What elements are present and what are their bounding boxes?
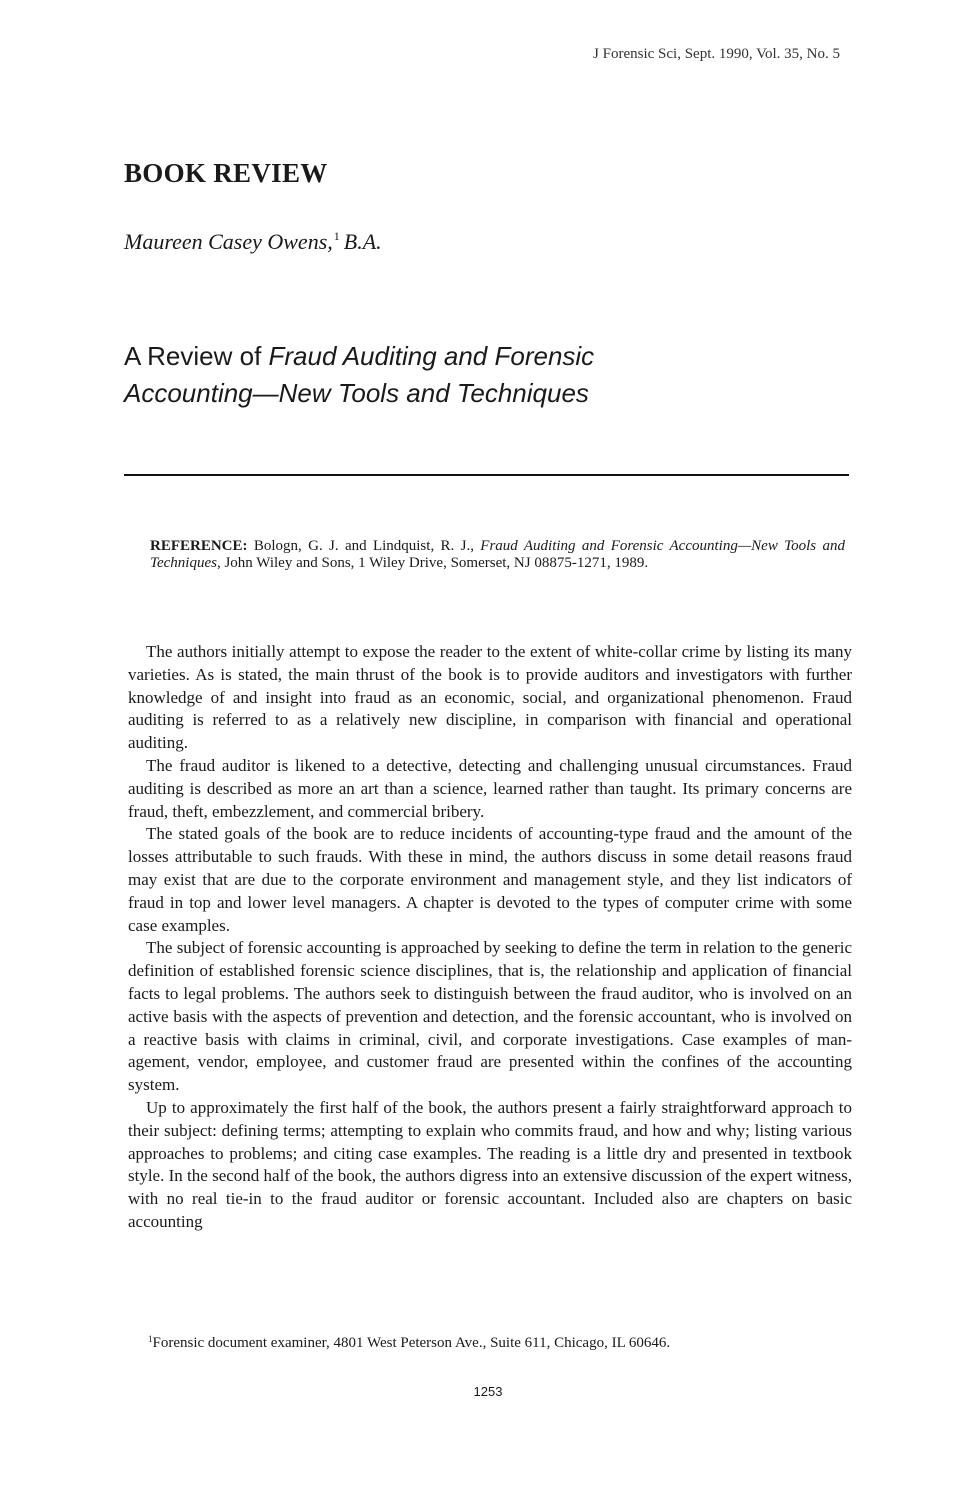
article-title-book-line1: Fraud Auditing and Forensic xyxy=(268,341,595,371)
author-degree: B.A. xyxy=(343,229,382,254)
page-number: 1253 xyxy=(473,1384,503,1399)
author-footnote-mark: 1 xyxy=(333,229,340,243)
reference-book-title: Fraud Auditing and Forensic Accounting—New Tools and Techniques, xyxy=(150,538,845,571)
body-paragraph: The fraud auditor is likened to a detective, detecting and challenging unusual circumstances. Fraud auditing is described as more an art than a science, learned rather than taught. Its primary concerns are fraud, theft, embezzlement, and commercial bribery. xyxy=(128,755,852,821)
article-title-prefix: A Review of xyxy=(124,341,269,371)
article-title-book-line2: Accounting—New Tools and Techniques xyxy=(124,378,589,408)
title-divider-rule xyxy=(124,474,849,476)
footnote-text: Forensic document examiner, 4801 West Peterson Ave., Suite 611, Chicago, IL 60646. xyxy=(152,1335,671,1351)
body-paragraph: The authors initially attempt to expose the reader to the extent of white-collar crime by listing its many varieties. As is stated, the main thrust of the book is to provide auditors and investigators with further knowledge of and insight into fraud as an economic, social, and organizational phenomenon. Fraud auditing is referred to as a relatively new discipline, in comparison with financial and operational auditing. xyxy=(128,642,852,753)
section-title: BOOK REVIEW xyxy=(124,158,328,188)
reference-block xyxy=(150,538,845,572)
article-title xyxy=(124,338,844,412)
body-paragraph: The stated goals of the book are to reduce incidents of accounting-type fraud and the amount of the losses attributable to such frauds. With these in mind, the authors discuss in some detail reasons fraud may exist that are due to the corporate environment and management style, and they list indicators of fraud in top and lower level managers. A chapter is devoted to the types of computer crime with some case examples. xyxy=(128,824,852,935)
journal-citation-header: J Forensic Sci, Sept. 1990, Vol. 35, No. 5 xyxy=(593,46,840,62)
body-paragraph: The subject of forensic accounting is approached by seeking to define the term in relation to the generic definition of established forensic science disciplines, that is, the relationship and application of financial facts to legal problems. The authors seek to distinguish between the fraud auditor, who is involved on an active basis with the aspects of prevention and detection, and the forensic accountant, who is involved on a reactive basis with claims in criminal, civil, and corporate investigations. Case examples of management, vendor, employee, and customer fraud are presented within the confines of the accounting system. xyxy=(128,938,852,1095)
author-byline xyxy=(124,229,382,255)
reference-label: REFERENCE: xyxy=(150,538,248,554)
author-name: Maureen Casey Owens, xyxy=(124,229,333,254)
footnote xyxy=(148,1334,848,1352)
reference-authors: Bologn, G. J. and Lindquist, R. J., xyxy=(247,538,481,554)
footnote-mark: 1 xyxy=(148,1334,153,1344)
body-paragraph: Up to approximately the first half of the book, the authors present a fairly straightforward approach to their subject: defining terms; attempting to explain who commits fraud, and how and why; listing various approaches to problems; and citing case examples. The reading is a little dry and presented in textbook style. In the second half of the book, the authors digress into an extensive discussion of the expert witness, with no real tie-in to the fraud auditor or forensic accountant. Included also are chapters on basic accounting xyxy=(128,1097,852,1231)
reference-publisher: John Wiley and Sons, 1 Wiley Drive, Somerset, NJ 08875-1271, 1989. xyxy=(220,555,649,571)
review-body xyxy=(128,641,852,1234)
